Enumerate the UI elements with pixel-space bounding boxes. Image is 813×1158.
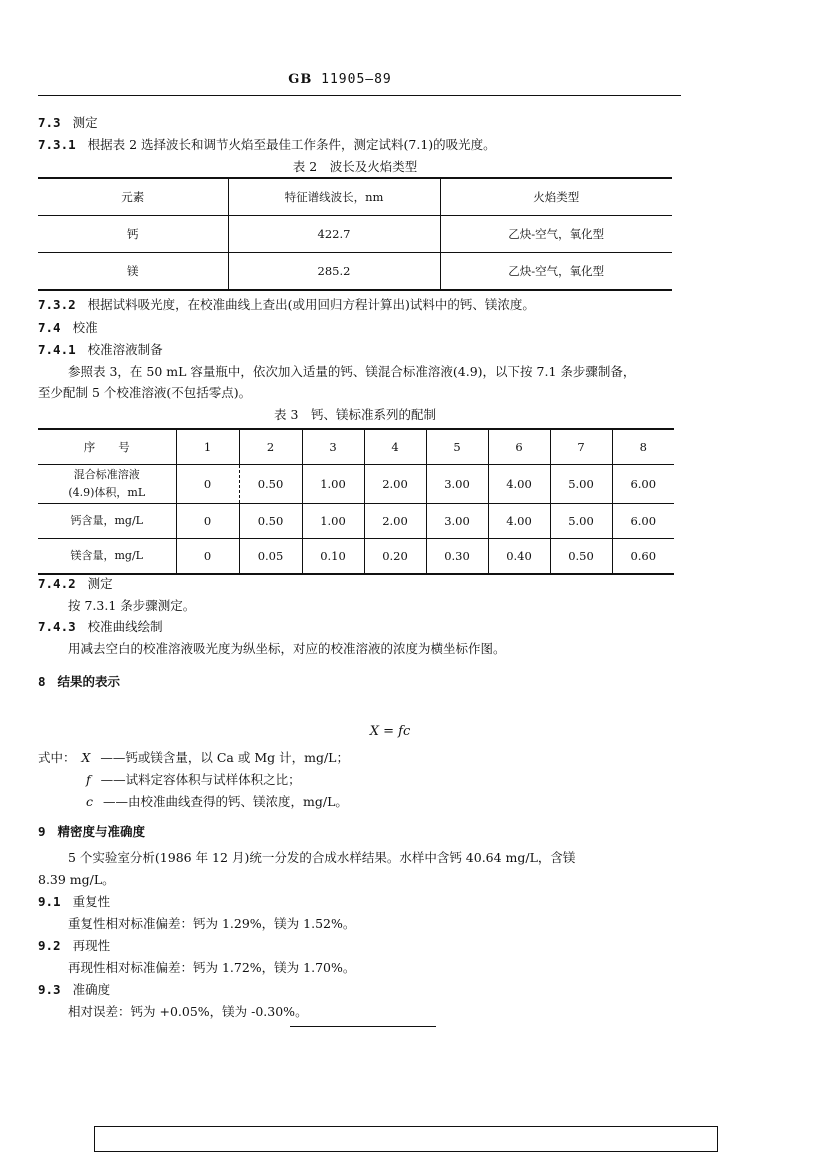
table-cell: 1.00 xyxy=(302,504,364,539)
section-number: 7.3 xyxy=(38,115,61,130)
table-cell: 钙 xyxy=(38,216,228,253)
where-prefix: 式中： xyxy=(38,750,76,765)
paragraph-text: 按 7.3.1 条步骤测定。 xyxy=(68,598,196,613)
table-cell: 0.40 xyxy=(488,539,550,575)
section-number: 9 xyxy=(38,824,46,839)
table-header-row xyxy=(38,429,674,465)
section-7-4-1-heading xyxy=(38,340,163,358)
table-cell: 0.05 xyxy=(239,539,302,575)
section-title: 准确度 xyxy=(72,982,111,997)
table3-caption: 表 3 钙、镁标准系列的配制 xyxy=(274,407,436,422)
footer-box xyxy=(94,1126,718,1152)
table-row xyxy=(38,539,674,575)
definition: ——试料定容体积与试样体积之比； xyxy=(100,772,301,787)
formula-def-line xyxy=(86,770,301,788)
table-cell: 镁 xyxy=(38,253,228,291)
table-cell: 0 xyxy=(176,504,239,539)
table-cell: 3.00 xyxy=(426,465,488,504)
table2-caption: 表 2 波长及火焰类型 xyxy=(292,159,418,174)
table-cell: 5.00 xyxy=(550,504,612,539)
section-number: 9.1 xyxy=(38,894,61,909)
table-cell: 4.00 xyxy=(488,465,550,504)
table-cell: 0.30 xyxy=(426,539,488,575)
standard-prefix: GB xyxy=(288,72,313,87)
symbol: c xyxy=(86,794,94,809)
definition: ——由校准曲线查得的钙、镁浓度，mg/L。 xyxy=(103,794,348,809)
table-cell: 0.20 xyxy=(364,539,426,575)
paragraph-line: 至少配制 5 个校准溶液(不包括零点)。 xyxy=(38,385,252,400)
row-label-line: 混合标准溶液 xyxy=(73,468,140,481)
table-header-row xyxy=(38,178,672,216)
table-cell: 3.00 xyxy=(426,504,488,539)
table-cell: 0 xyxy=(176,539,239,575)
section-9-1-heading xyxy=(38,892,110,910)
definition: ——钙或镁含量，以 Ca 或 Mg 计，mg/L； xyxy=(100,750,349,765)
header-cell: 2 xyxy=(239,429,302,465)
section-number: 7.4.2 xyxy=(38,576,76,591)
table-cell: 1.00 xyxy=(302,465,364,504)
paragraph-line: 参照表 3，在 50 mL 容量瓶中，依次加入适量的钙、镁混合标准溶液(4.9)，以下按 7.1 条步骤制备， xyxy=(68,364,636,379)
table-row xyxy=(38,465,674,504)
header-cell: 1 xyxy=(176,429,239,465)
section-title: 测定 xyxy=(72,115,98,130)
header-cell: 元素 xyxy=(121,190,145,204)
header-rule xyxy=(38,95,681,96)
section-title: 校准曲线绘制 xyxy=(87,619,163,634)
table-row xyxy=(38,216,672,253)
paragraph-line: 8.39 mg/L。 xyxy=(38,872,115,887)
header-cell: 5 xyxy=(426,429,488,465)
section-title: 结果的表示 xyxy=(57,674,121,689)
section-number: 8 xyxy=(38,674,46,689)
section-number: 7.4 xyxy=(38,320,61,335)
section-number: 7.4.1 xyxy=(38,342,76,357)
table-cell: 285.2 xyxy=(228,253,440,291)
table-3 xyxy=(38,428,674,575)
header-cell: 7 xyxy=(550,429,612,465)
table-cell: 乙炔-空气，氧化型 xyxy=(440,216,672,253)
row-label-line: (4.9)体积，mL xyxy=(68,486,146,499)
table-row xyxy=(38,253,672,291)
table-cell: 2.00 xyxy=(364,504,426,539)
standard-number: 11905—89 xyxy=(321,72,392,87)
header-cell: 6 xyxy=(488,429,550,465)
section-9-3-heading xyxy=(38,980,110,998)
table-cell: 4.00 xyxy=(488,504,550,539)
header-cell: 序 号 xyxy=(83,440,130,454)
table-cell: 0.50 xyxy=(550,539,612,575)
section-number: 7.3.2 xyxy=(38,297,76,312)
section-title: 校准溶液制备 xyxy=(87,342,163,357)
table-cell: 5.00 xyxy=(550,465,612,504)
section-9-heading xyxy=(38,822,145,840)
section-9-2-heading xyxy=(38,936,110,954)
section-7-3-heading xyxy=(38,113,98,131)
section-title: 再现性 xyxy=(72,938,111,953)
row-label xyxy=(38,465,176,504)
table-cell: 6.00 xyxy=(612,465,674,504)
table-cell: 乙炔-空气，氧化型 xyxy=(440,253,672,291)
section-7-3-2 xyxy=(38,295,535,313)
paragraph-text: 根据表 2 选择波长和调节火焰至最佳工作条件，测定试料(7.1)的吸光度。 xyxy=(87,137,496,152)
section-7-3-1 xyxy=(38,135,496,153)
section-number: 9.2 xyxy=(38,938,61,953)
paragraph-text: 相对误差：钙为 +0.05%，镁为 -0.30%。 xyxy=(68,1004,308,1019)
table-cell: 0 xyxy=(176,465,239,504)
section-number: 7.3.1 xyxy=(38,137,76,152)
section-8-heading xyxy=(38,672,120,690)
table-cell: 422.7 xyxy=(228,216,440,253)
table-cell: 0.10 xyxy=(302,539,364,575)
section-number: 9.3 xyxy=(38,982,61,997)
section-number: 7.4.3 xyxy=(38,619,76,634)
paragraph-line: 5 个实验室分析(1986 年 12 月)统一分发的合成水样结果。水样中含钙 40.64 mg/L，含镁 xyxy=(68,850,576,865)
header-cell: 3 xyxy=(302,429,364,465)
section-title: 测定 xyxy=(87,576,113,591)
header-cell: 特征谱线波长，nm xyxy=(228,178,440,216)
section-7-4-3-heading xyxy=(38,617,163,635)
symbol: X xyxy=(81,750,91,765)
section-7-4-2-heading xyxy=(38,574,113,592)
row-label: 镁含量，mg/L xyxy=(38,539,176,575)
header-cell: 8 xyxy=(612,429,674,465)
section-title: 精密度与准确度 xyxy=(57,824,146,839)
formula-def-line xyxy=(38,748,349,766)
table-cell: 2.00 xyxy=(364,465,426,504)
formula: X = fc xyxy=(369,724,411,739)
section-title: 校准 xyxy=(72,320,98,335)
paragraph-text: 重复性相对标准偏差：钙为 1.29%，镁为 1.52%。 xyxy=(68,916,356,931)
table-row xyxy=(38,504,674,539)
header-cell: 火焰类型 xyxy=(440,178,672,216)
table-cell: 0.60 xyxy=(612,539,674,575)
table-cell: 0.50 xyxy=(239,504,302,539)
end-rule xyxy=(290,1026,436,1027)
section-7-4-heading xyxy=(38,318,98,336)
paragraph-text: 再现性相对标准偏差：钙为 1.72%，镁为 1.70%。 xyxy=(68,960,356,975)
row-label: 钙含量，mg/L xyxy=(38,504,176,539)
section-title: 重复性 xyxy=(72,894,111,909)
paragraph-text: 用减去空白的校准溶液吸光度为纵坐标，对应的校准溶液的浓度为横坐标作图。 xyxy=(68,641,506,656)
formula-def-line xyxy=(86,792,348,810)
table-cell: 6.00 xyxy=(612,504,674,539)
table-2 xyxy=(38,177,672,291)
table-cell: 0.50 xyxy=(239,465,302,504)
symbol: f xyxy=(86,772,91,787)
header-cell: 4 xyxy=(364,429,426,465)
paragraph-text: 根据试料吸光度，在校准曲线上查出(或用回归方程计算出)试料中的钙、镁浓度。 xyxy=(87,297,535,312)
standard-code xyxy=(0,72,680,87)
